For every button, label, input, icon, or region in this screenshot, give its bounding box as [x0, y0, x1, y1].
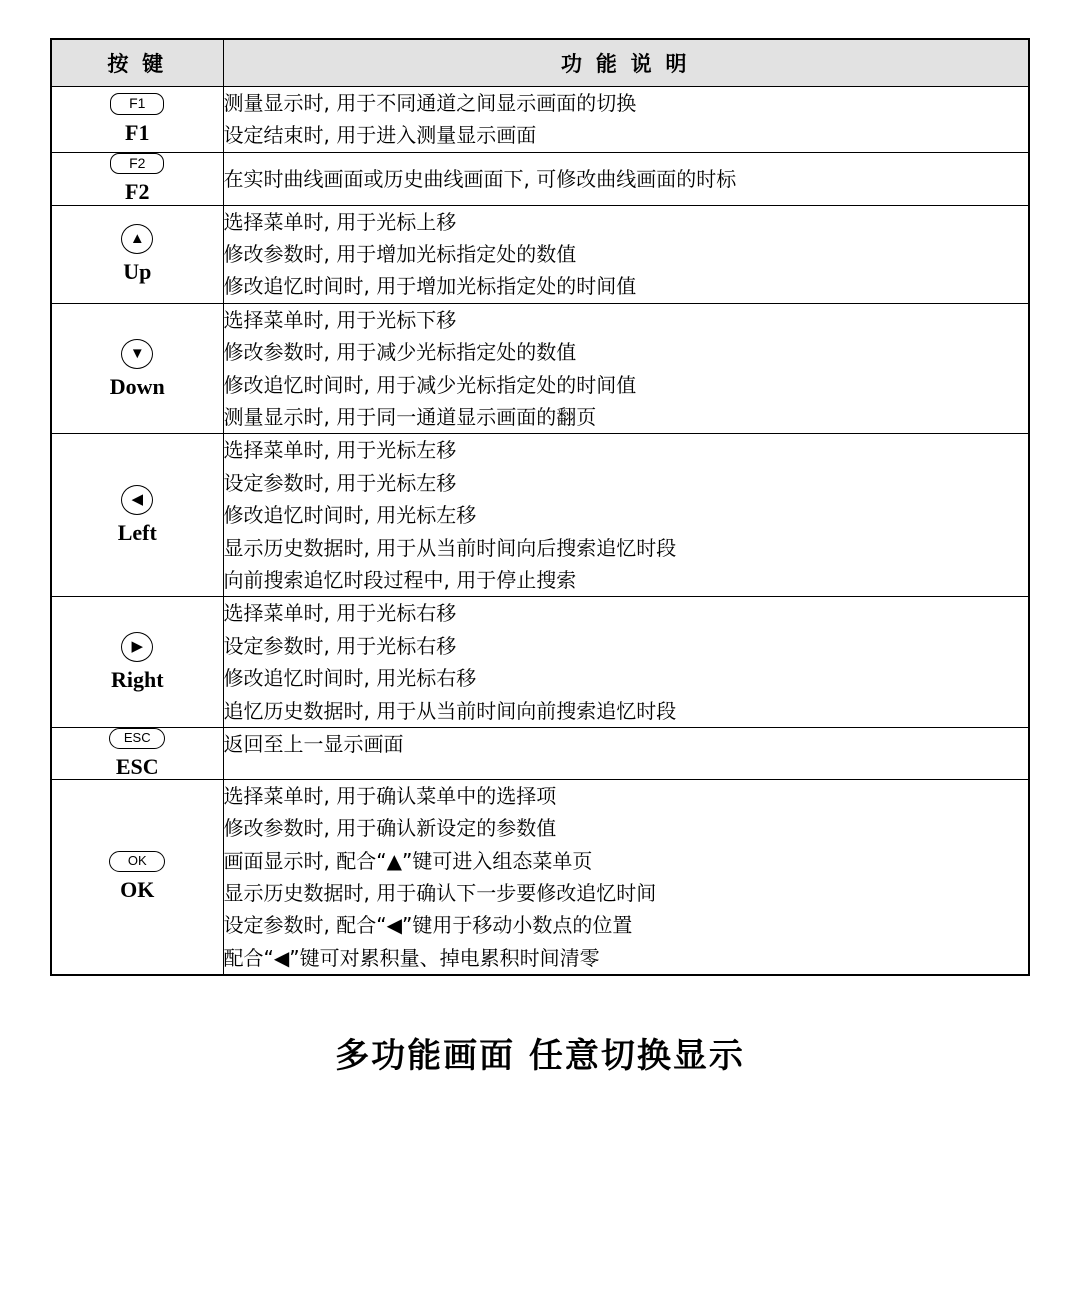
description-line: 在实时曲线画面或历史曲线画面下, 可修改曲线画面的时标: [223, 166, 737, 191]
description-line: 修改追忆时间时, 用光标左移: [223, 503, 477, 528]
description-cell: [223, 87, 1029, 153]
description-line: 设定参数时, 用于光标左移: [223, 470, 457, 495]
table-row: [51, 205, 1029, 303]
description-cell: [223, 779, 1029, 975]
description-cell: [223, 152, 1029, 205]
key-label: Right: [110, 667, 164, 693]
key-glyph-f1-icon: F1: [110, 93, 164, 115]
table-row: [51, 87, 1029, 153]
key-label: ESC: [115, 753, 159, 779]
key-label: Up: [123, 259, 152, 285]
key-function-table: [50, 38, 1030, 976]
description-cell: [223, 434, 1029, 597]
key-glyph-right-arrow-icon: ▶: [121, 632, 153, 662]
description-line: 选择菜单时, 用于光标右移: [223, 601, 457, 626]
description-line: 测量显示时, 用于不同通道之间显示画面的切换: [223, 91, 637, 115]
table-row: [51, 152, 1029, 205]
key-glyph-left-arrow-icon: ◀: [121, 485, 153, 515]
description-line: 画面显示时, 配合“▲”键可进入组态菜单页: [223, 848, 593, 873]
description-cell: [223, 597, 1029, 728]
key-glyph-esc-icon: ESC: [109, 728, 165, 749]
description-line: 测量显示时, 用于同一通道显示画面的翻页: [223, 405, 597, 429]
description-line: 设定结束时, 用于进入测量显示画面: [223, 123, 537, 148]
description-cell: [223, 303, 1029, 434]
key-label: Left: [117, 520, 157, 546]
key-cell: [51, 303, 223, 434]
table-row: [51, 779, 1029, 975]
description-cell: [223, 727, 1029, 779]
column-header-key: 按 键: [51, 39, 223, 87]
table-row: [51, 597, 1029, 728]
description-line: 修改参数时, 用于减少光标指定处的数值: [223, 340, 577, 365]
description-line: 修改参数时, 用于增加光标指定处的数值: [223, 242, 577, 267]
key-cell: [51, 434, 223, 597]
description-line: 返回至上一显示画面: [223, 731, 404, 756]
key-glyph-up-arrow-icon: ▲: [121, 224, 153, 254]
description-line: 设定参数时, 用于光标右移: [223, 633, 457, 658]
description-line: 修改参数时, 用于确认新设定的参数值: [223, 816, 557, 841]
description-line: 配合“◀”键可对累积量、掉电累积时间清零: [223, 945, 600, 970]
description-line: 选择菜单时, 用于光标下移: [223, 307, 457, 332]
table-body: [51, 87, 1029, 976]
key-cell: [51, 87, 223, 153]
column-header-description: 功 能 说 明: [223, 39, 1029, 87]
table-row: [51, 303, 1029, 434]
key-cell: [51, 205, 223, 303]
description-line: 修改追忆时间时, 用于减少光标指定处的时间值: [223, 372, 637, 397]
description-line: 设定参数时, 配合“◀”键用于移动小数点的位置: [223, 913, 633, 938]
table-row: [51, 727, 1029, 779]
key-glyph-f2-icon: F2: [110, 153, 164, 175]
description-line: 显示历史数据时, 用于从当前时间向后搜索追忆时段: [223, 535, 677, 560]
key-label: F2: [125, 179, 150, 205]
description-line: 修改追忆时间时, 用于增加光标指定处的时间值: [223, 274, 637, 299]
key-cell: [51, 727, 223, 779]
key-cell: [51, 779, 223, 975]
key-glyph-ok-icon: OK: [109, 851, 165, 872]
page-footer-title: 多功能画面 任意切换显示: [335, 1036, 745, 1077]
description-cell: [223, 205, 1029, 303]
key-glyph-down-arrow-icon: ▼: [121, 339, 153, 369]
description-line: 选择菜单时, 用于确认菜单中的选择项: [223, 783, 557, 808]
key-label: OK: [120, 877, 155, 903]
table-header-row: [51, 39, 1029, 87]
table-row: [51, 434, 1029, 597]
description-line: 显示历史数据时, 用于确认下一步要修改追忆时间: [223, 880, 657, 905]
key-cell: [51, 152, 223, 205]
key-cell: [51, 597, 223, 728]
description-line: 选择菜单时, 用于光标上移: [223, 209, 457, 234]
key-label: F1: [125, 120, 150, 146]
description-line: 修改追忆时间时, 用光标右移: [223, 666, 477, 691]
key-label: Down: [109, 373, 165, 399]
description-line: 向前搜索追忆时段过程中, 用于停止搜索: [223, 567, 577, 592]
description-line: 追忆历史数据时, 用于从当前时间向前搜索追忆时段: [223, 698, 677, 723]
description-line: 选择菜单时, 用于光标左移: [223, 438, 457, 463]
table-header: [51, 39, 1029, 87]
